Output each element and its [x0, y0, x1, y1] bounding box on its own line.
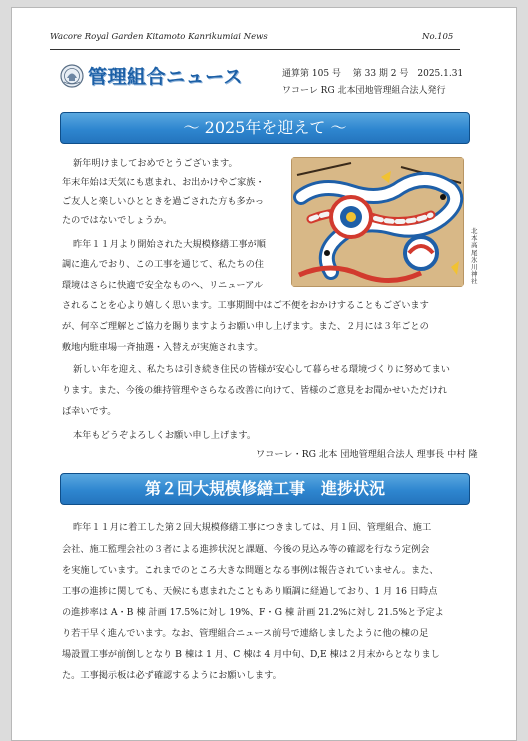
photo-caption: 北本高尾氷川神社	[471, 227, 478, 286]
body-line: 工事の進捗に関しても、天候にも恵まれたこともあり順調に経過しており、1 月 16 日時点	[62, 586, 438, 597]
body-line: 年末年始は天気にも恵まれ、お出かけやご家族・	[62, 177, 265, 188]
new-year-heading: ～ 2025年を迎えて ～	[60, 112, 470, 144]
body-line: ご友人と楽しいひとときを過ごされた方も多かっ	[62, 196, 265, 207]
body-line: 敷地内駐車場一斉抽選・入替えが実施されます。	[62, 342, 264, 353]
signature: ワコーレ・RG 北本 団地管理組合法人 理事長 中村 隆	[256, 449, 478, 460]
body-line: 新年明けましておめでとうございます。	[73, 158, 238, 169]
body-line: が、何卒ご理解とご協力を賜りますようお願い申し上げます。また、２月には３年ごとの	[62, 321, 429, 332]
snake-ema-illustration-icon	[291, 157, 464, 287]
body-line: ば幸いです。	[62, 406, 117, 417]
publisher-info: ワコーレ RG 北本団地管理組合法人発行	[282, 86, 446, 96]
body-line: た。工事掲示板は必ず確認するようにお願いします。	[62, 670, 282, 681]
association-emblem-icon	[60, 64, 84, 88]
body-line: 新しい年を迎え、私たちは引き続き住民の皆様が安心して暮らせる環境づくりに努めてまい	[73, 364, 450, 375]
issue-number: No.105	[422, 32, 454, 42]
issue-info: 通算第 105 号 第 33 期 2 号 2025.1.31	[282, 69, 464, 79]
body-line: 本年もどうぞよろしくお願い申し上げます。	[73, 430, 257, 441]
body-line: を実施しています。これまでのところ大きな問題となる事例は報告されていません。また、	[62, 565, 439, 576]
body-line: り若干早く進んでいます。なお、管理組合ニュース前号で連絡しましたように他の棟の足	[62, 628, 429, 639]
body-line: たのではないでしょうか。	[62, 215, 173, 226]
body-line: 会社、施工監理会社の３者による進捗状況と課題、今後の見込み等の確認を行なう定例会	[62, 544, 430, 555]
body-line: 昨年１１月に着工した第２回大規模修繕工事につきましては、月１回、管理組合、施工	[73, 522, 432, 533]
publication-name: Wacore Royal Garden Kitamoto Kanrikumiai News	[50, 32, 268, 42]
body-line: 昨年１１月より開始された大規模修繕工事が順	[73, 239, 266, 250]
header-divider	[50, 49, 460, 50]
body-line: ります。また、今後の維持管理やさらなる改善に向けて、皆様のご意見をお聞かせいただけれ	[62, 385, 447, 396]
shrine-ema-photo	[291, 157, 464, 287]
newsletter-title: 管理組合ニュース	[88, 66, 244, 88]
renovation-progress-heading: 第２回大規模修繕工事 進捗状況	[60, 473, 470, 505]
body-line: 環境はさらに快適で安全なものへ、リニューアル	[62, 280, 264, 291]
body-line: 場設置工事が前倒しとなり B 棟は 1 月、C 棟は 4 月中旬、D,E 棟は２月末からとなりまし	[62, 649, 440, 660]
body-line: されることを心より嬉しく思います。工事期間中はご不便をおかけすることもございます	[62, 300, 429, 311]
body-line: の進捗率は A・B 棟 計画 17.5%に対し 19%、F・G 棟 計画 21.2%に対し 21.5%と予定よ	[62, 607, 444, 618]
body-line: 調に進んでおり、この工事を通じて、私たちの住	[62, 259, 264, 270]
